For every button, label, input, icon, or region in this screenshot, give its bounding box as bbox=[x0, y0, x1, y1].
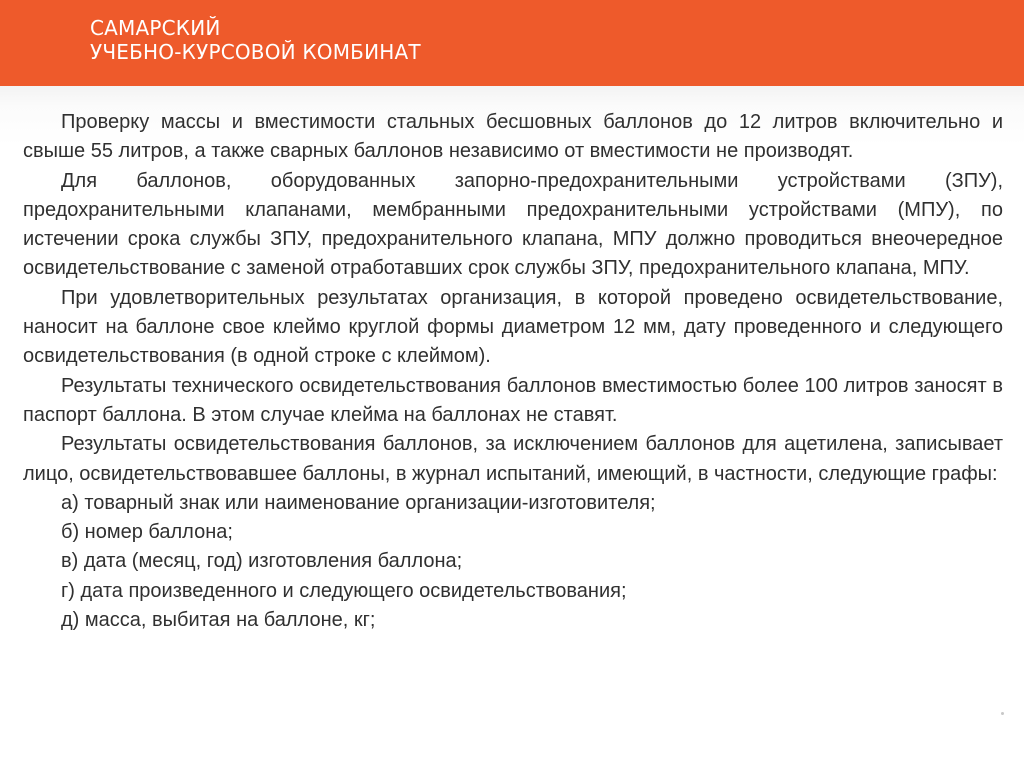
header-banner bbox=[0, 0, 1024, 86]
paragraph-2: Для баллонов, оборудованных запорно-предохранительными устройствами (ЗПУ), предохранительными клапанами, мембранными предохранительными устройствами (МПУ), по истечении срока службы ЗПУ, предохранительного клапана, МПУ должно проводиться внеочередное освидетельствование с заменой отработавших срок службы ЗПУ, предохранительного клапана, МПУ. bbox=[23, 169, 1003, 280]
organization-title bbox=[90, 16, 421, 64]
paragraph-5: Результаты освидетельствования баллонов, за исключением баллонов для ацетилена, записывает лицо, освидетельствовавшее баллоны, в журнал испытаний, имеющий, в частности, следующие графы: bbox=[23, 433, 1003, 485]
list-item-a: а) товарный знак или наименование организации-изготовителя; bbox=[61, 491, 656, 514]
list-item-d: г) дата произведенного и следующего освидетельствования; bbox=[61, 579, 627, 602]
paragraph-3: При удовлетворительных результатах организация, в которой проведено освидетельствование, наносит на баллоне свое клеймо круглой формы диаметром 12 мм, дату проведенного и следующего освидетельствования (в одной строке с клеймом). bbox=[23, 286, 1003, 368]
organization-title-line-1: САМАРСКИЙ bbox=[90, 16, 221, 40]
paragraph-4: Результаты технического освидетельствования баллонов вместимостью более 100 литров заносят в паспорт баллона. В этом случае клейма на баллонах не ставят. bbox=[23, 374, 1003, 426]
organization-title-line-2: УЧЕБНО-КУРСОВОЙ КОМБИНАТ bbox=[90, 40, 421, 64]
document-text bbox=[23, 108, 1003, 635]
paragraph-1: Проверку массы и вместимости стальных бесшовных баллонов до 12 литров включительно и свыше 55 литров, а также сварных баллонов независимо от вместимости не производят. bbox=[23, 111, 1003, 163]
slide-marker bbox=[1001, 712, 1004, 715]
list-item-e: д) масса, выбитая на баллоне, кг; bbox=[61, 609, 376, 632]
list-item-c: в) дата (месяц, год) изготовления баллона; bbox=[61, 550, 463, 573]
list-item-b: б) номер баллона; bbox=[61, 521, 233, 544]
